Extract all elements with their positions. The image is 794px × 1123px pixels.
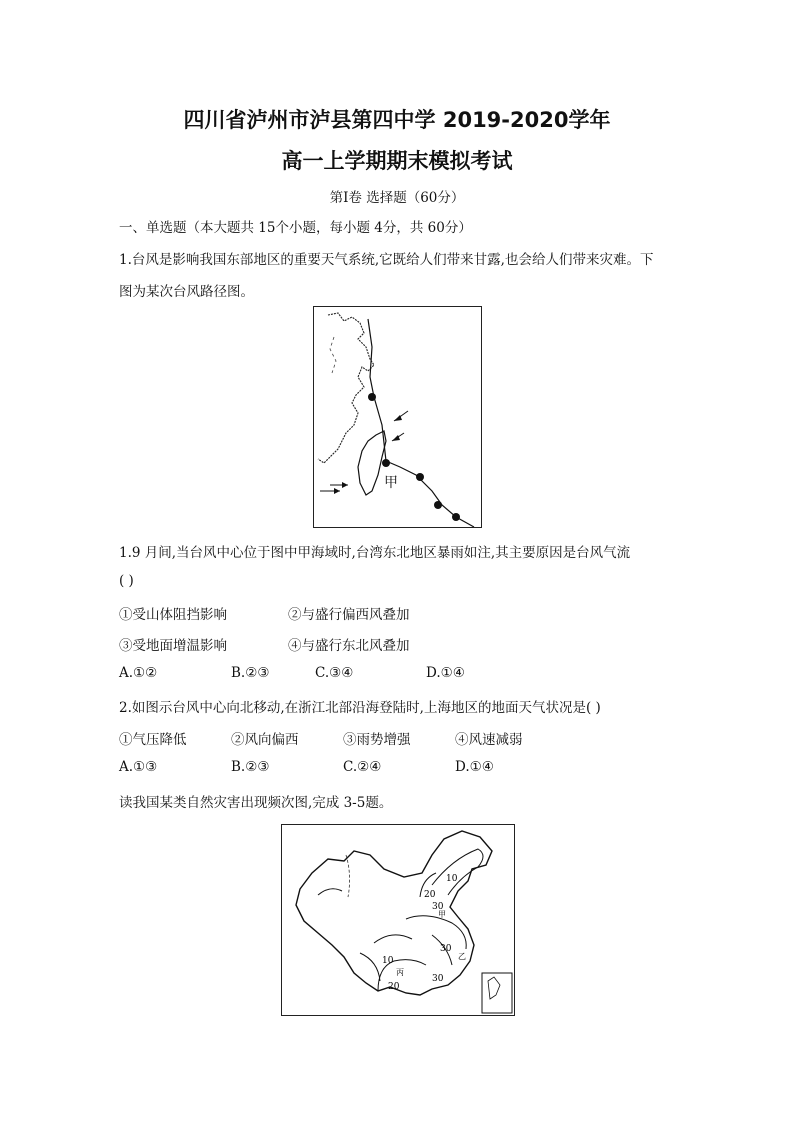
map2-label-1: 10 bbox=[446, 874, 458, 884]
q2-choice-c: C.②④ bbox=[343, 759, 382, 775]
q1-choice-b: B.②③ bbox=[231, 665, 270, 681]
intro-q3: 读我国某类自然灾害出现频次图,完成 3-5题。 bbox=[119, 795, 393, 811]
q2-option-2: ②风向偏西 bbox=[231, 732, 299, 748]
q1-choice-c: C.③④ bbox=[315, 665, 354, 681]
q1-option-3: ③受地面增温影响 bbox=[119, 638, 227, 654]
china-disaster-map bbox=[281, 824, 515, 1016]
q1-choice-a: A.①② bbox=[119, 665, 158, 681]
q1-blank: ( ) bbox=[119, 573, 134, 589]
q2-option-3: ③雨势增强 bbox=[343, 732, 411, 748]
q2-choice-a: A.①③ bbox=[119, 759, 158, 775]
q1-choice-d: D.①④ bbox=[426, 665, 465, 681]
page-title-line2: 高一上学期期末模拟考试 bbox=[281, 149, 513, 173]
intro-line-2: 图为某次台风路径图。 bbox=[119, 284, 254, 300]
map2-label-7: 30 bbox=[440, 944, 452, 954]
q2-choice-d: D.①④ bbox=[455, 759, 494, 775]
map-label-jia: 甲 bbox=[384, 475, 398, 491]
q1-option-1: ①受山体阻挡影响 bbox=[119, 607, 227, 623]
q2-option-1: ①气压降低 bbox=[119, 732, 187, 748]
china-map-drawing bbox=[282, 825, 514, 1015]
intro-line-1: 1.台风是影响我国东部地区的重要天气系统,它既给人们带来甘露,也会给人们带来灾难。下 bbox=[119, 252, 654, 268]
map2-label-2: 20 bbox=[424, 890, 436, 900]
map2-label-4: 甲 bbox=[438, 910, 446, 919]
map2-label-8: 30 bbox=[432, 974, 444, 984]
map2-label-5: 10 bbox=[382, 956, 394, 966]
map2-label-3: 30 bbox=[432, 902, 444, 912]
typhoon-track-map bbox=[313, 306, 482, 528]
page-title-line1: 四川省泸州市泸县第四中学 2019-2020学年 bbox=[183, 108, 611, 132]
part-heading: 一、单选题（本大题共 15个小题，每小题 4分，共 60分） bbox=[119, 220, 472, 236]
section-heading: 第Ⅰ卷 选择题（60分） bbox=[329, 190, 465, 206]
q1-option-4: ④与盛行东北风叠加 bbox=[288, 638, 410, 654]
q1-stem: 1.9 月间,当台风中心位于图中甲海域时,台湾东北地区暴雨如注,其主要原因是台风气流 bbox=[119, 545, 631, 561]
typhoon-map-drawing bbox=[314, 307, 481, 527]
map2-label-6: 20 bbox=[388, 982, 400, 992]
q2-choice-b: B.②③ bbox=[231, 759, 270, 775]
map2-label-9: 乙 bbox=[458, 952, 466, 961]
q2-stem: 2.如图示台风中心向北移动,在浙江北部沿海登陆时,上海地区的地面天气状况是( ) bbox=[119, 700, 601, 716]
q1-option-2: ②与盛行偏西风叠加 bbox=[288, 607, 410, 623]
map2-label-10: 丙 bbox=[396, 968, 404, 977]
q2-option-4: ④风速减弱 bbox=[455, 732, 523, 748]
